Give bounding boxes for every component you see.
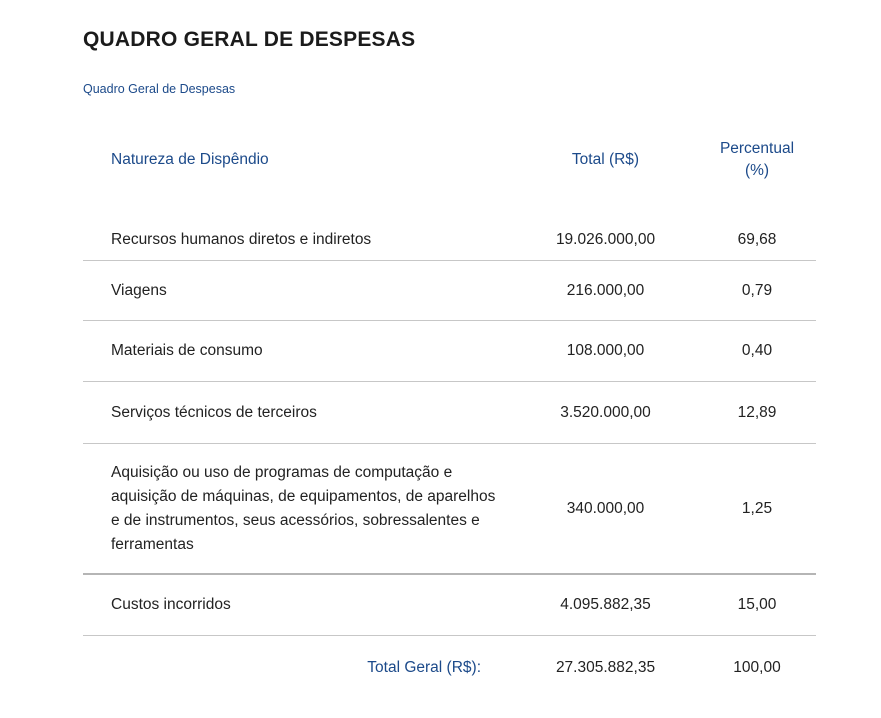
page-title: QUADRO GERAL DE DESPESAS	[83, 28, 416, 51]
row-percent: 12,89	[737, 403, 777, 421]
table-row	[83, 200, 816, 261]
header-percent-line2: (%)	[744, 162, 770, 179]
table-row	[83, 382, 816, 444]
row-percent: 1,25	[741, 499, 773, 517]
row-percent: 69,68	[737, 231, 777, 248]
header-percent-line1: Percentual	[719, 140, 795, 157]
row-nature: Recursos humanos diretos e indiretos	[111, 231, 372, 248]
table-row	[83, 444, 816, 575]
row-total: 216.000,00	[566, 281, 645, 299]
table-row	[83, 261, 816, 321]
grand-total-percent: 100,00	[733, 659, 781, 676]
grand-total: 27.305.882,35	[555, 659, 656, 676]
table-caption: Quadro Geral de Despesas	[83, 82, 236, 96]
table-row	[83, 575, 816, 636]
row-percent: 0,79	[741, 281, 773, 299]
row-total: 108.000,00	[566, 342, 645, 359]
row-nature: Serviços técnicos de terceiros	[111, 403, 317, 421]
table-header-row	[83, 120, 816, 200]
header-nature: Natureza de Dispêndio	[111, 151, 269, 168]
row-nature: Materiais de consumo	[111, 342, 263, 359]
row-nature: Aquisição ou uso de programas de computação e aquisição de máquinas, de equipamentos, de aparelhos e de instrumentos, seus acessórios, sobressalentes e ferramentas	[111, 463, 496, 553]
row-total: 340.000,00	[566, 499, 645, 517]
header-percent	[698, 138, 816, 182]
total-label: Total Geral (R$):	[367, 659, 481, 676]
row-total: 3.520.000,00	[560, 403, 651, 421]
expenses-table	[83, 120, 816, 700]
row-total: 19.026.000,00	[555, 231, 656, 248]
row-total: 4.095.882,35	[560, 596, 651, 613]
row-percent: 15,00	[737, 596, 777, 613]
header-total: Total (R$)	[571, 151, 640, 168]
table-total-row	[83, 636, 816, 700]
row-nature: Viagens	[111, 281, 167, 299]
row-percent: 0,40	[741, 342, 773, 359]
table-row	[83, 321, 816, 382]
row-nature: Custos incorridos	[111, 596, 231, 613]
